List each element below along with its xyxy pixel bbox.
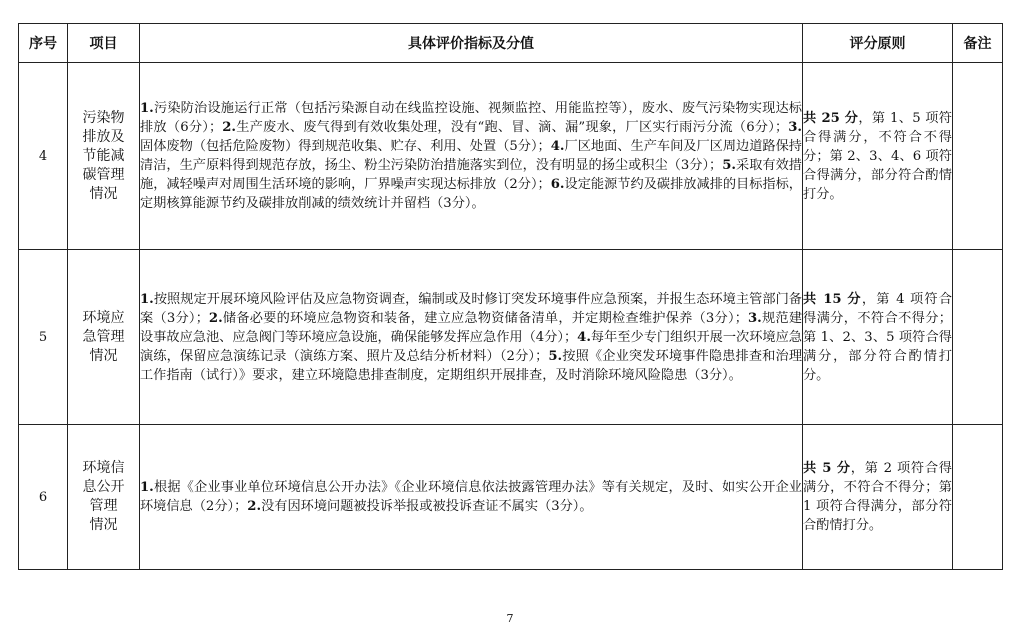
indicator-text: 设定能源节约及碳排放减排的目标指标，定期核算能源节约及碳排放削减的绩效统计并留档（3分）。 (140, 177, 802, 211)
item-line: 节能减 (82, 147, 125, 164)
item-line: 环境应 (82, 309, 125, 326)
row-principle (803, 250, 953, 425)
item-line: 管理 (89, 498, 118, 514)
principle-text: ，第 1、5 项符合得满分，不符合不得分；第 2、3、4、6 项符合得满分，部分符合酌情打分。 (803, 110, 952, 202)
principle-text: ，第 4 项符合得满分，不符合不得分；第 1、2、3、5 项符合得满分，部分符合酌情打分。 (803, 291, 952, 383)
row-number: 4 (19, 63, 68, 250)
item-line: 情况 (89, 347, 118, 364)
indicator-text: 生产废水、废气得到有效收集处理，没有“跑、冒、滴、漏”现象，厂区实行雨污分流（6分）； (236, 120, 789, 135)
row-item (68, 250, 140, 425)
header-remark: 备注 (953, 24, 1003, 63)
item-line: 息公开 (82, 479, 125, 495)
indicator-number: 2. (222, 120, 237, 135)
indicator-text: 没有因环境问题被投诉举报或被投诉查证不属实（3分）。 (261, 499, 593, 514)
indicator-number: 5. (548, 348, 563, 364)
row-principle (803, 63, 953, 250)
indicator-text: 根据《企业事业单位环境信息公开办法》《企业环境信息依法披露管理办法》等有关规定，及时、如实公开企业环境信息（2分）； (140, 480, 802, 514)
header-no: 序号 (19, 24, 68, 63)
row-principle (803, 425, 953, 570)
indicator-number: 1. (140, 291, 154, 307)
row-remark (953, 63, 1003, 250)
row-indicators (140, 250, 803, 425)
row-item (68, 63, 140, 250)
table-row (19, 250, 1003, 425)
principle-total: 共 5 分 (803, 461, 851, 476)
indicator-number: 3. (788, 120, 802, 135)
principle-total: 共 15 分 (803, 291, 862, 307)
item-line: 急管理 (82, 328, 125, 345)
indicator-number: 5. (722, 158, 737, 173)
row-indicators (140, 63, 803, 250)
row-remark (953, 250, 1003, 425)
indicator-text: 储备必要的环境应急物资和装备，建立应急物资储备清单，并定期检查维护保养（3分）； (222, 310, 748, 326)
header-item: 项目 (68, 24, 140, 63)
indicator-text: 规范建设事故应急池、应急阀门等环境应急设施，确保能够发挥应急作用（4分）； (140, 310, 803, 345)
principle-text: ，第 2 项符合得满分，不符合不得分；第 1 项符合得满分，部分符合酌情打分。 (803, 461, 952, 533)
indicator-number: 1. (140, 480, 154, 495)
indicator-number: 4. (577, 329, 591, 345)
indicator-text: 按照《企业突发环境事件隐患排查和治理工作指南（试行）》要求，建立环境隐患排查制度，定期组织开展排查，及时消除环境风险隐患（3分）。 (140, 348, 803, 383)
row-number: 6 (19, 425, 68, 570)
principle-total: 共 25 分 (803, 110, 859, 126)
row-number: 5 (19, 250, 68, 425)
row-item (68, 425, 140, 570)
indicator-number: 2. (208, 310, 223, 326)
table-row (19, 425, 1003, 570)
row-indicators (140, 425, 803, 570)
item-line: 污染物 (82, 109, 125, 126)
item-line: 情况 (89, 185, 118, 202)
indicator-number: 3. (747, 310, 762, 326)
table-row (19, 63, 1003, 250)
item-line: 碳管理 (82, 166, 125, 183)
indicator-text: 采取有效措施，减轻噪声对周围生活环境的影响，厂界噪声实现达标排放（2分）； (140, 158, 802, 192)
header-indicators: 具体评价指标及分值 (140, 24, 803, 63)
item-line: 情况 (89, 517, 118, 533)
page-number: 7 (506, 612, 514, 625)
evaluation-table (18, 23, 1003, 570)
indicator-number: 6. (550, 177, 565, 192)
indicator-text: 固体废物（包括危险废物）得到规范收集、贮存、利用、处置（5分）； (140, 139, 551, 154)
indicator-number: 2. (247, 499, 262, 514)
item-line: 排放及 (82, 128, 125, 145)
row-remark (953, 425, 1003, 570)
indicator-text: 厂区地面、生产车间及厂区周边道路保持清洁，生产原料得到规范存放，扬尘、粉尘污染防治措施落实到位，没有明显的扬尘或积尘（3分）； (140, 139, 802, 173)
indicator-text: 每年至少专门组织开展一次环境应急演练，保留应急演练记录（演练方案、照片及总结分析材料）（2分）； (140, 329, 802, 364)
indicator-number: 4. (550, 139, 565, 154)
indicator-text: 污染防治设施运行正常（包括污染源自动在线监控设施、视频监控、用能监控等），废水、废气污染物实现达标排放（6分）； (140, 101, 802, 135)
indicator-text: 按照规定开展环境风险评估及应急物资调查，编制或及时修订突发环境事件应急预案，并报生态环境主管部门备案（3分）； (140, 291, 802, 326)
header-row (19, 24, 1003, 63)
header-principle: 评分原则 (803, 24, 953, 63)
item-line: 环境信 (82, 460, 125, 476)
indicator-number: 1. (140, 101, 154, 116)
